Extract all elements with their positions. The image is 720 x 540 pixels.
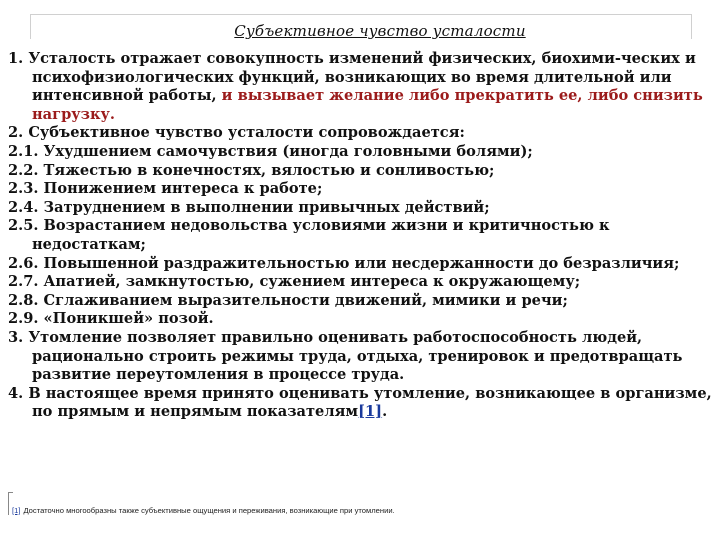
- list-item: 2.1. Ухудшением самочувствия (иногда головными болями);: [8, 142, 533, 160]
- list-item: 2.4. Затруднением в выполнении привычных действий;: [8, 198, 490, 216]
- paragraph-4-end: .: [382, 403, 388, 421]
- footnote-text: Достаточно многообразны также субъективные ощущения и переживания, возникающие при утомлении.: [23, 506, 395, 515]
- slide-title: Субъективное чувство усталости: [234, 22, 526, 40]
- paragraph-1-text: 1. Усталость отражает совокупность изменений физических, биохими-ческих и психофизиологических функций, возникающих во время длительной или интенсивной работы,: [8, 50, 696, 105]
- list-item: 2.6. Повышенной раздражительностью или несдержанности до безразличия;: [8, 254, 680, 272]
- list-item: 2. Субъективное чувство усталости сопровождается:: [8, 124, 465, 142]
- list-item: 2.8. Сглаживанием выразительности движений, мимики и речи;: [8, 291, 568, 309]
- list-item: 2.7. Апатией, замкнутостью, сужением интереса к окружающему;: [8, 273, 581, 291]
- content-body: [8, 50, 714, 422]
- paragraph-1: [8, 50, 714, 124]
- paragraph-1-highlight: и вызывает желание либо прекратить ее, либо снизить нагрузку.: [32, 87, 703, 123]
- list-item: 3. Утомление позволяет правильно оценивать работоспособность людей, рационально строить режимы труда, отдыха, тренировок и предотвращать развитие переутомления в процессе труда.: [8, 328, 683, 384]
- footnote-backlink[interactable]: [1]: [12, 506, 21, 515]
- list-item: 2.5. Возрастанием недовольства условиями жизни и критичностью к недостаткам;: [8, 217, 610, 253]
- paragraph-4: [8, 385, 714, 422]
- list-item: 2.2. Тяжестью в конечностях, вялостью и сонливостью;: [8, 161, 495, 179]
- paragraph-4-text: 4. В настоящее время принято оценивать утомление, возникающее в организме, по прямым и непрямым показателям: [8, 384, 712, 421]
- footnote-ref-link[interactable]: [1]: [358, 403, 383, 421]
- list-item: 2.3. Понижением интереса к работе;: [8, 180, 323, 198]
- list-item: 2.9. «Поникшей» позой.: [8, 310, 214, 328]
- footnote: [12, 506, 395, 515]
